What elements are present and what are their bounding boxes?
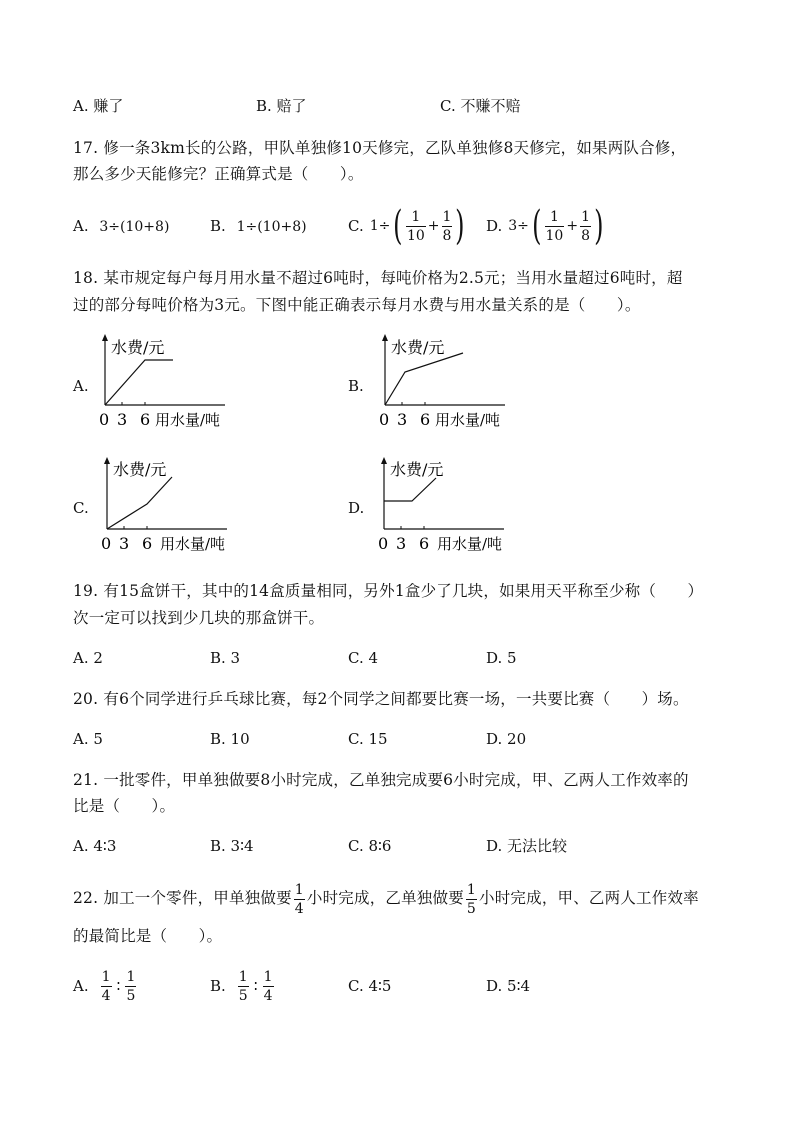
q22-option-a-frac2: $\frac{1}{5}$ bbox=[126, 968, 136, 1004]
q19-option-d[interactable]: D. 5 bbox=[486, 649, 517, 667]
q17-option-d-prefix: 3÷ bbox=[508, 218, 529, 234]
q18-graph-b-x-axis-label: 用水量/吨 bbox=[435, 411, 501, 429]
q18-graph-b-tick-3: 3 bbox=[397, 410, 408, 429]
q22-option-d[interactable]: D. 5∶4 bbox=[486, 977, 531, 995]
q18-graph-c-tick-6: 6 bbox=[142, 534, 153, 553]
q22-stem-line1 bbox=[73, 879, 699, 919]
q19-stem-line1: 19. 有15盒饼干，其中的14盒质量相同，另外1盒少了几块，如果用天平称至少称（ ） bbox=[73, 582, 704, 600]
q18-option-c-label[interactable]: C. bbox=[73, 499, 89, 517]
q17-option-c[interactable] bbox=[348, 203, 468, 249]
q18-graph-d-y-axis-label: 水费/元 bbox=[390, 460, 444, 479]
q18-option-d-label[interactable]: D. bbox=[348, 499, 365, 517]
q17-option-c-frac1: $\frac{1}{10}$ bbox=[406, 208, 425, 244]
q17-option-d[interactable] bbox=[486, 203, 607, 249]
q21-stem-line2: 比是（ ）。 bbox=[73, 797, 176, 815]
q18-option-b-label[interactable]: B. bbox=[348, 377, 364, 395]
q19-option-b[interactable]: B. 3 bbox=[210, 649, 241, 667]
q18-stem-line1: 18. 某市规定每户每月用水量不超过6吨时，每吨价格为2.5元；当用水量超过6吨时，超 bbox=[73, 269, 683, 287]
q18-graph-d-origin: 0 bbox=[378, 534, 389, 553]
q18-graph-c-origin: 0 bbox=[101, 534, 112, 553]
q22-stem-frac-1-4: $\frac{1}{4}$ bbox=[294, 881, 304, 917]
q20-stem-line1: 20. 有6个同学进行乒乓球比赛，每2个同学之间都要比赛一场，一共要比赛（ ）场。 bbox=[73, 690, 689, 708]
q18-graph-a-tick-3: 3 bbox=[117, 410, 128, 429]
q22-option-a-colon: ∶ bbox=[116, 976, 121, 995]
q18-graph-a-tick-6: 6 bbox=[140, 410, 151, 429]
q18-graph-d-tick-3: 3 bbox=[396, 534, 407, 553]
q17-option-b-label: B. bbox=[210, 217, 226, 235]
q18-graph-d bbox=[374, 456, 524, 556]
q22-option-c[interactable]: C. 4∶5 bbox=[348, 977, 392, 995]
q17-option-a-label: A. bbox=[73, 217, 89, 235]
q21-option-d[interactable]: D. 无法比较 bbox=[486, 837, 568, 855]
q17-option-d-plus: + bbox=[566, 218, 579, 234]
q18-graph-b bbox=[375, 333, 525, 433]
q22-option-b-colon: ∶ bbox=[253, 976, 258, 995]
q17-option-d-rparen: ) bbox=[594, 203, 604, 249]
q18-graph-a bbox=[95, 333, 245, 433]
q16-option-b[interactable]: B. 赔了 bbox=[256, 97, 307, 115]
q20-option-b[interactable]: B. 10 bbox=[210, 730, 250, 748]
q20-option-d[interactable]: D. 20 bbox=[486, 730, 527, 748]
q16-option-c[interactable]: C. 不赚不赔 bbox=[440, 97, 521, 115]
q17-option-c-label: C. bbox=[348, 216, 364, 235]
q17-stem-line1: 17. 修一条3km长的公路，甲队单独修10天修完，乙队单独修8天修完，如果两队合修， bbox=[73, 139, 687, 157]
q17-stem-line2: 那么多少天能修完？正确算式是（ ）。 bbox=[73, 165, 364, 183]
q18-graph-c bbox=[97, 456, 247, 556]
q18-graph-a-y-axis-label: 水费/元 bbox=[111, 338, 165, 357]
q18-graph-b-y-axis-label: 水费/元 bbox=[391, 338, 445, 357]
q19-option-a[interactable]: A. 2 bbox=[73, 649, 103, 667]
q18-graph-b-tick-6: 6 bbox=[420, 410, 431, 429]
q17-option-c-plus: + bbox=[427, 218, 440, 234]
q17-option-b[interactable] bbox=[210, 219, 307, 234]
q18-graph-d-tick-6: 6 bbox=[419, 534, 430, 553]
q20-option-a[interactable]: A. 5 bbox=[73, 730, 103, 748]
q18-graph-c-tick-3: 3 bbox=[119, 534, 130, 553]
q18-graph-c-y-axis-label: 水费/元 bbox=[113, 460, 167, 479]
q22-option-a-frac1: $\frac{1}{4}$ bbox=[101, 968, 111, 1004]
q19-stem-line2: 次一定可以找到少几块的那盒饼干。 bbox=[73, 609, 325, 627]
q22-option-b-frac2: $\frac{1}{4}$ bbox=[263, 968, 273, 1004]
q18-graph-a-origin: 0 bbox=[99, 410, 110, 429]
q17-option-d-label: D. bbox=[486, 216, 503, 235]
q21-option-b[interactable]: B. 3∶4 bbox=[210, 837, 254, 855]
q17-option-c-lparen: ( bbox=[393, 203, 403, 249]
q22-option-a[interactable] bbox=[73, 966, 136, 1006]
q16-option-a[interactable]: A. 赚了 bbox=[73, 97, 124, 115]
q22-stem-part3: 小时完成，甲、乙两人工作效率 bbox=[479, 889, 699, 908]
q18-graph-c-x-axis-label: 用水量/吨 bbox=[160, 535, 226, 553]
q18-stem-line2: 过的部分每吨价格为3元。下图中能正确表示每月水费与用水量关系的是（ ）。 bbox=[73, 296, 641, 314]
q18-graph-b-origin: 0 bbox=[379, 410, 390, 429]
q22-stem-part1: 22. 加工一个零件，甲单独做要 bbox=[73, 889, 292, 908]
q17-option-a[interactable] bbox=[73, 219, 169, 234]
q21-option-c[interactable]: C. 8∶6 bbox=[348, 837, 392, 855]
q22-stem-frac-1-5: $\frac{1}{5}$ bbox=[466, 881, 477, 917]
q22-stem-part2: 小时完成，乙单独做要 bbox=[306, 889, 464, 908]
q22-option-a-label: A. bbox=[73, 976, 89, 995]
q17-option-c-prefix: 1÷ bbox=[369, 218, 391, 234]
q22-stem-line2: 的最简比是（ ）。 bbox=[73, 927, 223, 945]
q18-option-a-label[interactable]: A. bbox=[73, 377, 89, 395]
q17-option-c-rparen: ) bbox=[455, 203, 465, 249]
q18-graph-d-x-axis-label: 用水量/吨 bbox=[437, 535, 503, 553]
q22-option-b-frac1: $\frac{1}{5}$ bbox=[238, 968, 248, 1004]
q21-stem-line1: 21. 一批零件，甲单独做要8小时完成，乙单独完成要6小时完成，甲、乙两人工作效率的 bbox=[73, 771, 689, 789]
q17-option-d-frac1: $\frac{1}{10}$ bbox=[545, 208, 564, 244]
q18-graph-a-x-axis-label: 用水量/吨 bbox=[155, 411, 221, 429]
q21-option-a[interactable]: A. 4∶3 bbox=[73, 837, 117, 855]
q17-option-a-expr: 3÷(10+8) bbox=[99, 219, 170, 235]
q20-option-c[interactable]: C. 15 bbox=[348, 730, 388, 748]
q17-option-d-frac2: $\frac{1}{8}$ bbox=[581, 208, 590, 244]
q17-option-c-frac2: $\frac{1}{8}$ bbox=[442, 208, 452, 244]
q22-option-b-label: B. bbox=[210, 976, 226, 995]
q17-option-b-expr: 1÷(10+8) bbox=[236, 219, 307, 235]
q22-option-b[interactable] bbox=[210, 966, 274, 1006]
q17-option-d-lparen: ( bbox=[532, 203, 542, 249]
q19-option-c[interactable]: C. 4 bbox=[348, 649, 379, 667]
